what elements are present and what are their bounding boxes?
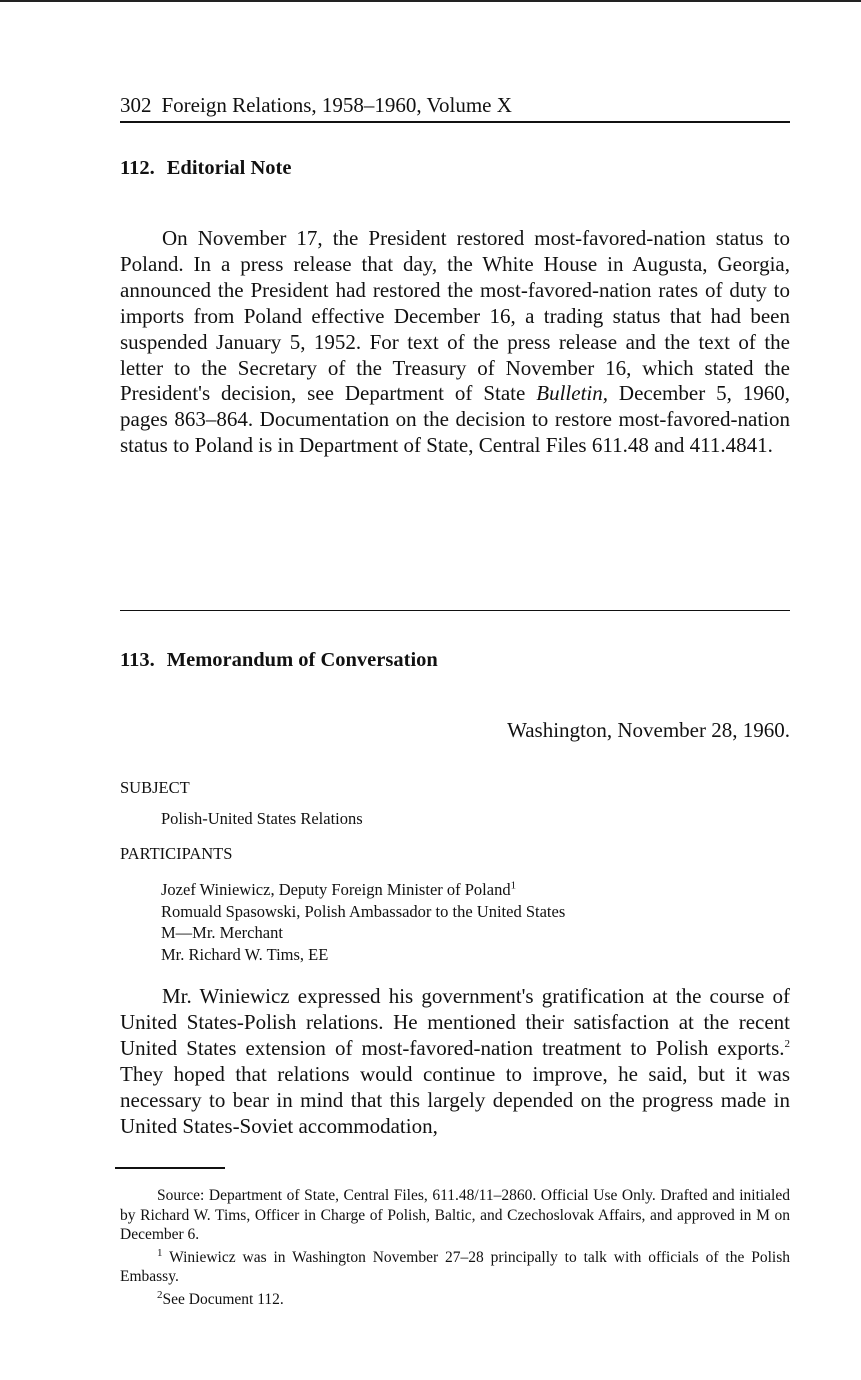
footnote-1: $^1$ Winiewicz was in Washington November 27–28 principally to talk with officials of the Polish Embassy. [120,1246,790,1285]
doc-113-body [120,984,790,1139]
running-title: Foreign Relations, 1958–1960, Volume X [161,93,512,117]
participant-item: Jozef Winiewicz, Deputy Foreign Minister of Poland$^1$ [161,879,517,899]
doc-113-title: Memorandum of Conversation [166,649,438,671]
doc-112-title: Editorial Note [166,157,292,179]
doc-113-heading [120,646,438,674]
running-head [120,91,790,119]
footnote-ref-1: 1 [510,879,517,892]
footnote-2-marker: 2 [157,1288,163,1301]
footnote-2: $^2$See Document 112. [157,1288,284,1308]
doc-112-body [120,226,790,459]
page-top-edge [0,0,861,2]
subject-label: SUBJECT [120,778,190,797]
footnote-ref-2: 2 [784,1037,790,1050]
footnotes [120,1186,790,1312]
page-number: 302 [120,93,152,117]
doc-113-body-text-cont: They hoped that relations would continue to improve, he said, but it was necessary to bear in mind that this largely depended on the progress made in United States-Soviet accommodation, [120,1061,790,1138]
subject-text [161,808,363,830]
participant-item: Mr. Richard W. Tims, EE [161,944,329,964]
doc-113-body-text: Mr. Winiewicz expressed his government's gratification at the course of United States-Polish relations. He mentioned their satisfaction at the recent United States extension of most-favored-nation treatment to Polish exports. [120,984,790,1060]
footnote-1-marker: 1 [157,1246,163,1259]
participant-item: M—Mr. Merchant [161,923,283,942]
participant-item: Romuald Spasowski, Polish Ambassador to the United States [161,901,566,921]
doc-112-body-text-end: December 5, 1960, pages 863–864. Documentation on the decision to restore most-favored-nation status to Poland is in Department of State, Central Files 611.48 and 411.4841. [120,381,791,458]
participants-list [161,879,565,965]
subject-value: Polish-United States Relations [161,809,363,828]
participants-label: PARTICIPANTS [120,844,233,863]
footnote-rule [115,1167,225,1169]
doc-112-number: 112. [120,157,155,179]
dateline: Washington, November 28, 1960. [507,718,790,742]
document-separator [120,610,790,611]
doc-112-bulletin-italic: Bulletin, [536,381,608,406]
header-rule [120,121,790,123]
source-note: Source: Department of State, Central Files, 611.48/11–2860. Official Use Only. Drafted and initialed by Richard W. Tims, Officer in Charge of Polish, Baltic, and Czechoslovak Affairs, and approved in M on December 6. [120,1187,790,1243]
doc-113-number: 113. [120,649,155,671]
doc-112-heading [120,154,291,182]
doc-112-body-text: On November 17, the President restored most-favored-nation status to Poland. In a press release that day, the White House in Augusta, Georgia, announced the President had restored the most-favored-nation rates of duty to imports from Poland effective December 16, a trading status that had been suspended January 5, 1952. For text of the press release and the text of the letter to the Secretary of the Treasury of November 16, which stated the President's decision, see Department of State [120,226,790,406]
